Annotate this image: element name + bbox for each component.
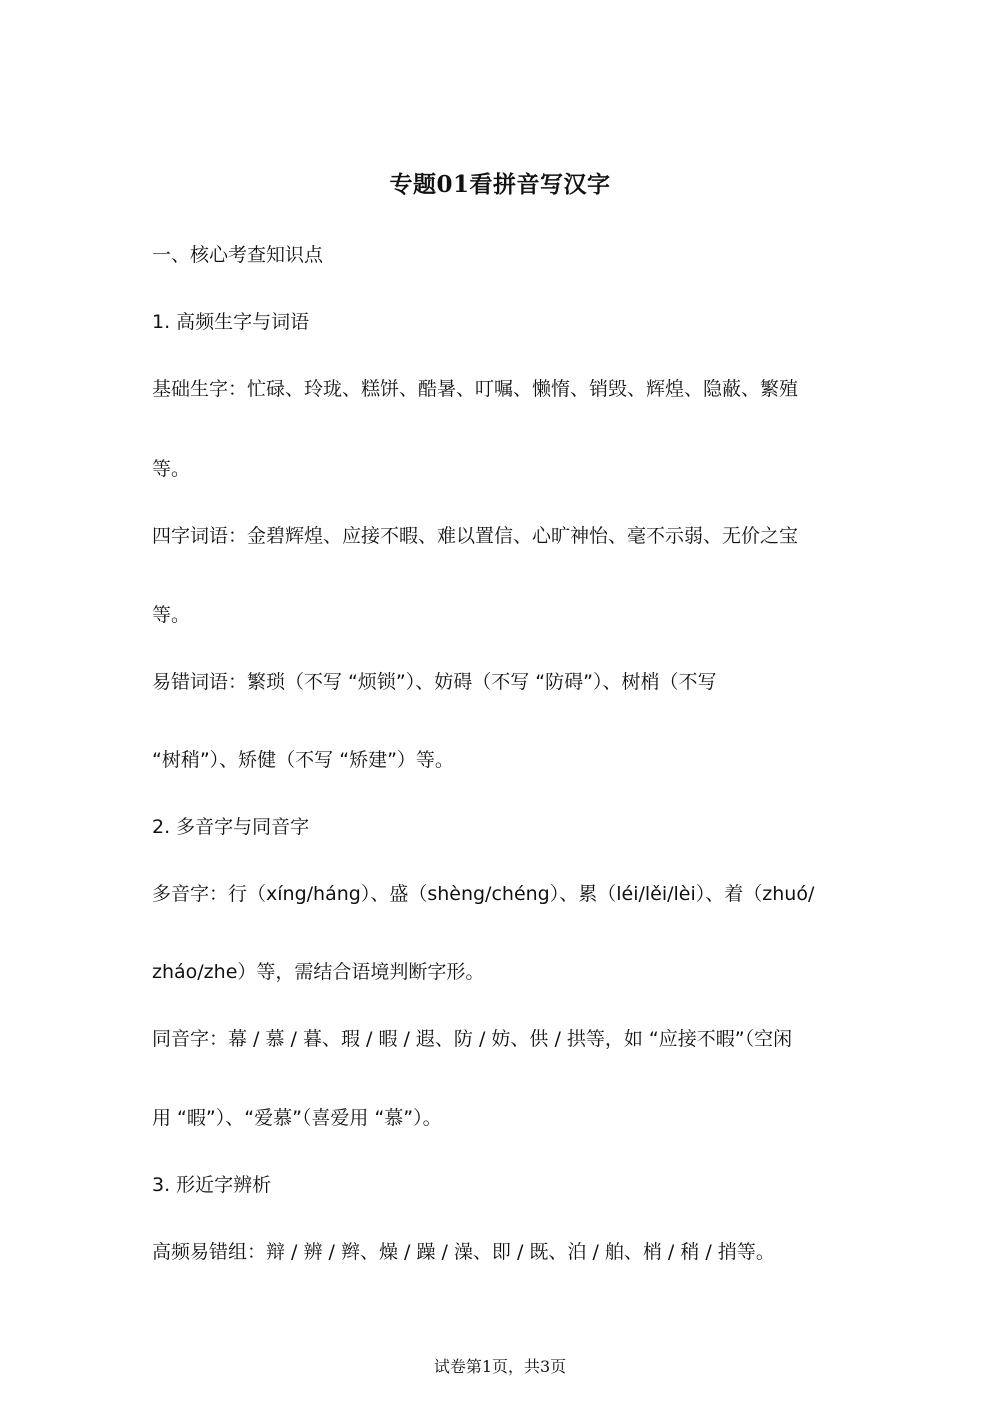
homophone-line-1: 同音字：幕 / 慕 / 暮、瑕 / 暇 / 遐、防 / 妨、供 / 拱等，如 “应接不暇”（空闲: [152, 1028, 793, 1050]
basic-characters-line-1: 基础生字：忙碌、玲珑、糕饼、酷暑、叮嘱、懒惰、销毁、辉煌、隐蔽、繁殖: [152, 378, 799, 400]
polyphonic-line-2: zháo/zhe）等，需结合语境判断字形。: [152, 961, 485, 983]
homophone-line-2: 用 “暇”）、“爱慕”（喜爱用 “慕”）。: [152, 1107, 442, 1129]
document-title: 专题01看拼音写汉字: [389, 171, 611, 198]
idioms-line-2: 等。: [152, 604, 191, 626]
subsection-heading-1: 1. 高频生字与词语: [152, 311, 310, 333]
section-heading: 一、核心考查知识点: [152, 244, 324, 266]
error-prone-words-line-1: 易错词语：繁琐（不写 “烦锁”）、妨碍（不写 “防碍”）、树梢（不写: [152, 671, 717, 693]
basic-characters-line-2: 等。: [152, 458, 191, 480]
polyphonic-line-1: 多音字：行（xíng/háng）、盛（shèng/chéng）、累（léi/lěi/lèi）、着（zhuó/: [152, 883, 815, 905]
subsection-heading-3: 3. 形近字辨析: [152, 1174, 272, 1196]
similar-characters-line-1: 高频易错组：辩 / 辨 / 辫、燥 / 躁 / 澡、即 / 既、泊 / 舶、梢 / 稍 / 捎等。: [152, 1241, 775, 1263]
idioms-line-1: 四字词语：金碧辉煌、应接不暇、难以置信、心旷神怡、毫不示弱、无价之宝: [152, 525, 799, 547]
subsection-heading-2: 2. 多音字与同音字: [152, 816, 310, 838]
page-footer: 试卷第1页，共3页: [433, 1357, 567, 1376]
error-prone-words-line-2: “树稍”）、矫健（不写 “矫建”）等。: [152, 749, 454, 771]
